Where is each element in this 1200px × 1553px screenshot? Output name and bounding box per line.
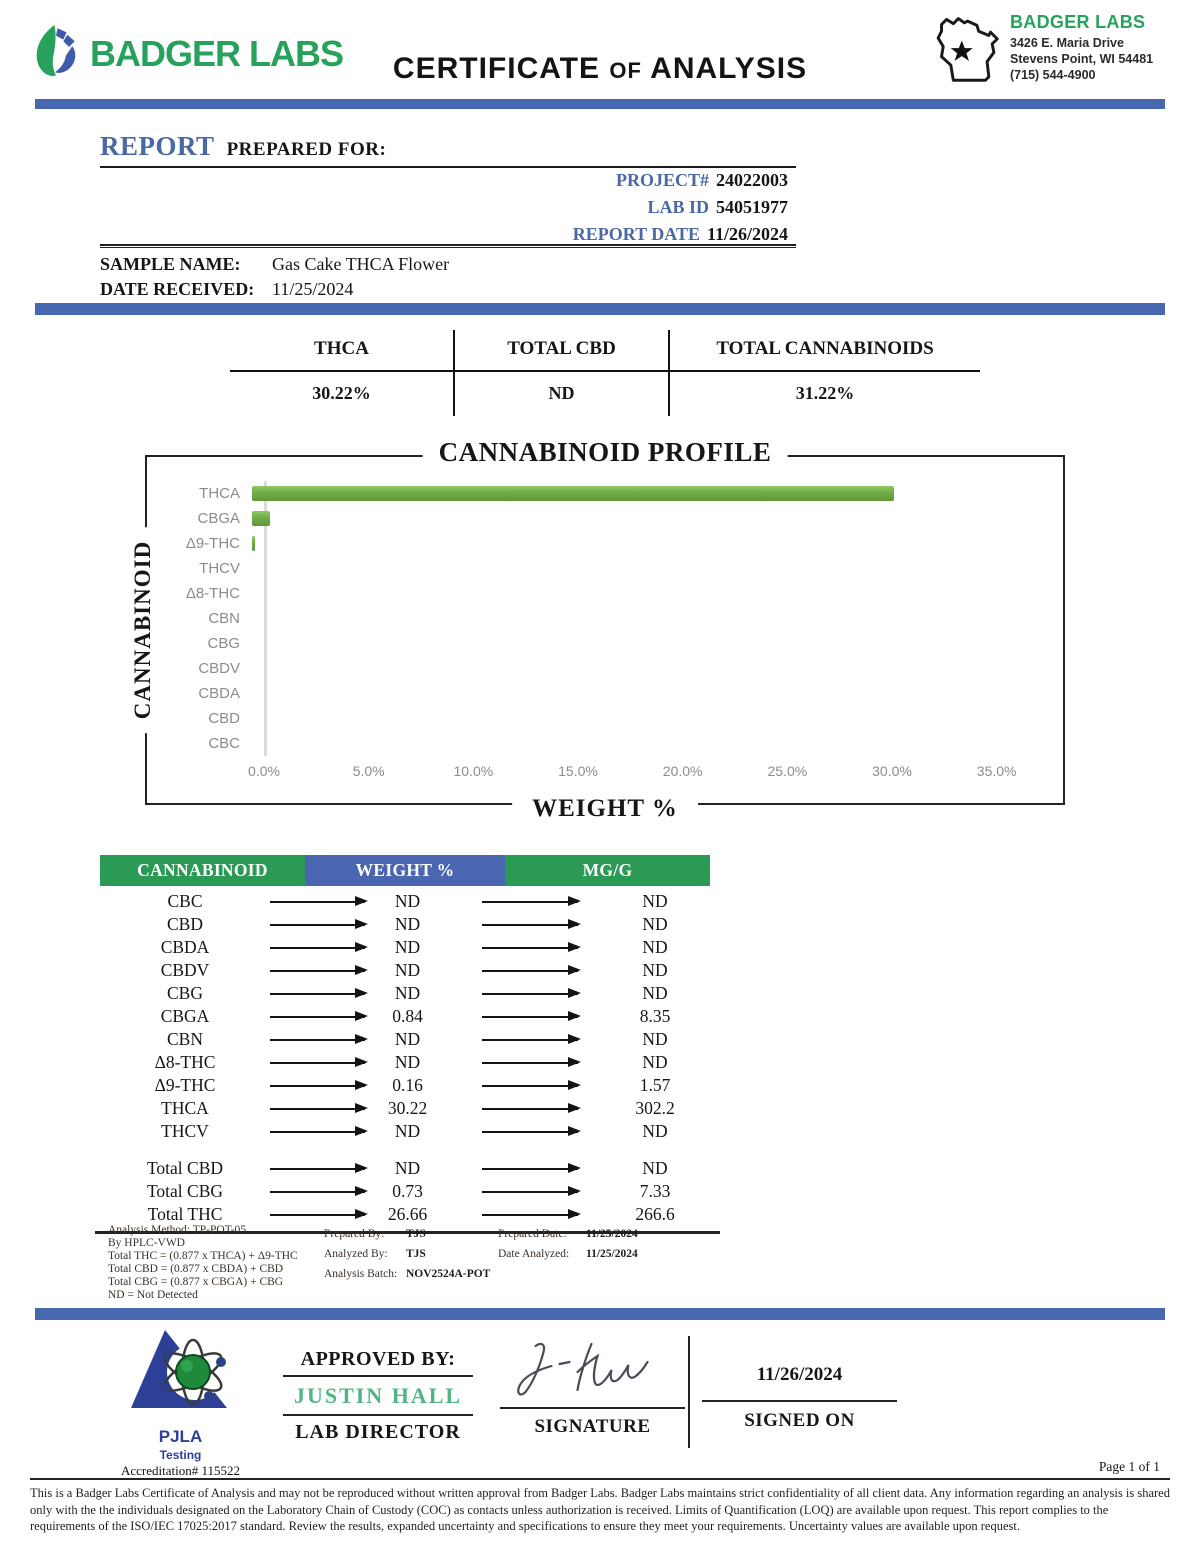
table-cell-name: CBDV bbox=[160, 960, 210, 980]
summary-col-value: 31.22% bbox=[795, 383, 855, 403]
table-cell-weight: 26.66 bbox=[387, 1204, 428, 1224]
table-cell-name: Total THC bbox=[147, 1204, 223, 1224]
chart-category-label: THCA bbox=[199, 485, 240, 502]
divider-bar-top bbox=[35, 99, 1165, 109]
arrow-icon bbox=[482, 924, 578, 926]
table-cell-mgg: ND bbox=[642, 914, 668, 934]
arrow-icon bbox=[270, 1085, 365, 1087]
arrow-icon bbox=[482, 1108, 578, 1110]
leaf-claw-icon bbox=[30, 20, 82, 87]
analysis-batch-value: NOV2524A-POT bbox=[406, 1268, 491, 1280]
arrow-icon bbox=[270, 970, 365, 972]
preparation-notes bbox=[324, 1224, 676, 1302]
chart-title: CANNABINOID PROFILE bbox=[423, 437, 788, 468]
table-cell-name: THCA bbox=[161, 1098, 209, 1118]
arrow-cell bbox=[450, 970, 610, 972]
chart-row bbox=[157, 481, 1049, 506]
chart-tick-label: 35.0% bbox=[976, 763, 1017, 779]
chart-bar-area bbox=[252, 556, 1049, 581]
table-row bbox=[100, 1074, 710, 1097]
arrow-icon bbox=[270, 1108, 365, 1110]
analyzed-by-value: TJS bbox=[406, 1248, 426, 1260]
table-row bbox=[100, 982, 710, 1005]
table-cell-name: CBG bbox=[167, 983, 203, 1003]
arrow-cell bbox=[270, 924, 365, 926]
lab-contact-block bbox=[928, 12, 1153, 91]
chart-bar bbox=[252, 536, 255, 551]
arrow-icon bbox=[482, 947, 578, 949]
sample-name-row: SAMPLE NAME: Gas Cake THCA Flower bbox=[100, 254, 450, 274]
project-number-row: PROJECT# 24022003 bbox=[615, 170, 788, 190]
logo-wordmark: BADGER LABS bbox=[90, 32, 344, 74]
arrow-cell bbox=[450, 1131, 610, 1133]
table-cell-weight: 0.16 bbox=[392, 1075, 423, 1095]
chart-row bbox=[157, 581, 1049, 606]
prepared-date-label: Prepared Date: bbox=[498, 1228, 567, 1240]
chart-bar-area bbox=[252, 481, 1049, 506]
table-cell-weight: 0.84 bbox=[392, 1006, 423, 1026]
pjla-accreditation-number: Accreditation# 115522 bbox=[120, 1463, 240, 1478]
report-prepared-for-heading: REPORT PREPARED FOR: bbox=[100, 131, 796, 168]
table-cell-name: THCV bbox=[161, 1121, 209, 1141]
page-number: Page 1 of 1 bbox=[1098, 1459, 1160, 1474]
chart-x-axis-label: WEIGHT % bbox=[512, 795, 698, 823]
signed-on-date: 11/26/2024 bbox=[756, 1364, 843, 1385]
table-cell-mgg: 7.33 bbox=[639, 1181, 671, 1201]
table-cell-weight: ND bbox=[394, 1029, 421, 1049]
table-row bbox=[100, 1120, 710, 1143]
sample-info bbox=[100, 252, 449, 302]
arrow-cell bbox=[450, 1191, 610, 1193]
divider-bar-bottom bbox=[35, 1308, 1165, 1320]
pjla-accreditation-block bbox=[103, 1326, 258, 1477]
arrow-cell bbox=[450, 1214, 610, 1216]
table-row bbox=[100, 890, 710, 913]
signed-on-label: SIGNED ON bbox=[744, 1410, 855, 1431]
chart-tick-label: 5.0% bbox=[352, 763, 385, 779]
table-cell-mgg: 1.57 bbox=[639, 1075, 671, 1095]
arrow-cell bbox=[270, 970, 365, 972]
summary-table bbox=[230, 330, 980, 416]
arrow-icon bbox=[482, 1085, 578, 1087]
chart-category-label: Δ9-THC bbox=[185, 535, 240, 552]
chart-x-ticks bbox=[248, 763, 1049, 783]
table-cell-name: CBN bbox=[167, 1029, 203, 1049]
arrow-icon bbox=[270, 1062, 365, 1064]
table-cell-weight: ND bbox=[394, 914, 421, 934]
signed-on-block bbox=[702, 1364, 897, 1432]
approver-title: LAB DIRECTOR bbox=[295, 1421, 461, 1443]
table-cell-weight: ND bbox=[394, 891, 421, 911]
arrow-cell bbox=[270, 1131, 365, 1133]
chart-plot-area bbox=[157, 481, 1049, 756]
chart-row bbox=[157, 631, 1049, 656]
table-cell-mgg: ND bbox=[642, 1121, 668, 1141]
lab-address: 3426 E. Maria Drive Stevens Point, WI 54481 (715) 544-4900 bbox=[1010, 36, 1154, 82]
table-cell-mgg: ND bbox=[642, 1052, 668, 1072]
analysis-batch-label: Analysis Batch: bbox=[324, 1268, 398, 1280]
chart-category-label: CBDA bbox=[198, 685, 240, 702]
table-cell-mgg: ND bbox=[642, 937, 668, 957]
prepared-date-value: 11/25/2024 bbox=[586, 1228, 638, 1240]
arrow-icon bbox=[482, 1168, 578, 1170]
table-row bbox=[100, 1028, 710, 1051]
arrow-icon bbox=[270, 1016, 365, 1018]
table-cell-mgg: ND bbox=[642, 983, 668, 1003]
table-cell-name: Total CBD bbox=[146, 1158, 224, 1178]
arrow-cell bbox=[450, 1108, 610, 1110]
chart-row bbox=[157, 606, 1049, 631]
results-table-header bbox=[100, 855, 710, 886]
arrow-icon bbox=[270, 1131, 365, 1133]
arrow-cell bbox=[270, 993, 365, 995]
column-header-cannabinoid: CANNABINOID bbox=[100, 855, 305, 886]
summary-col-value: ND bbox=[455, 372, 670, 416]
cannabinoid-profile-chart bbox=[130, 437, 1065, 822]
table-row bbox=[100, 1180, 710, 1203]
footer-divider bbox=[688, 1336, 690, 1448]
table-cell-weight: 0.73 bbox=[392, 1181, 423, 1201]
arrow-cell bbox=[270, 1191, 365, 1193]
arrow-icon bbox=[482, 970, 578, 972]
chart-row bbox=[157, 556, 1049, 581]
table-cell-name: CBDA bbox=[160, 937, 210, 957]
table-cell-weight: ND bbox=[394, 960, 421, 980]
double-rule bbox=[100, 244, 796, 248]
arrow-cell bbox=[450, 993, 610, 995]
table-cell-weight: ND bbox=[394, 937, 421, 957]
arrow-icon bbox=[482, 901, 578, 903]
arrow-icon bbox=[270, 947, 365, 949]
chart-row bbox=[157, 731, 1049, 756]
chart-bar bbox=[252, 486, 894, 501]
arrow-icon bbox=[270, 1168, 365, 1170]
badger-labs-logo bbox=[30, 20, 343, 87]
arrow-icon bbox=[482, 1131, 578, 1133]
table-cell-weight: 30.22 bbox=[387, 1098, 428, 1118]
summary-col-value: 30.22% bbox=[230, 372, 455, 416]
arrow-icon bbox=[270, 901, 365, 903]
chart-tick-label: 30.0% bbox=[872, 763, 912, 779]
date-received-row: DATE RECEIVED: 11/25/2024 bbox=[100, 279, 354, 299]
table-cell-weight: ND bbox=[394, 1121, 421, 1141]
table-cell-mgg: 302.2 bbox=[635, 1098, 675, 1118]
arrow-cell bbox=[270, 1168, 365, 1170]
arrow-icon bbox=[482, 1214, 578, 1216]
note-line: Analysis Method: TP-POT-05 bbox=[108, 1224, 247, 1236]
summary-col-label: THCA bbox=[230, 330, 455, 372]
arrow-cell bbox=[270, 901, 365, 903]
arrow-icon bbox=[270, 1214, 365, 1216]
arrow-icon bbox=[482, 993, 578, 995]
chart-tick-label: 0.0% bbox=[248, 763, 280, 779]
date-analyzed-value: 11/25/2024 bbox=[586, 1248, 638, 1260]
arrow-cell bbox=[450, 924, 610, 926]
arrow-icon bbox=[270, 1191, 365, 1193]
arrow-icon bbox=[270, 993, 365, 995]
table-cell-mgg: ND bbox=[642, 960, 668, 980]
table-row bbox=[100, 1203, 710, 1226]
divider-bar-mid bbox=[35, 303, 1165, 315]
chart-row bbox=[157, 706, 1049, 731]
table-cell-name: CBC bbox=[167, 891, 203, 911]
prepared-by-label: Prepared By: bbox=[324, 1228, 385, 1240]
arrow-cell bbox=[270, 947, 365, 949]
table-row bbox=[100, 959, 710, 982]
arrow-cell bbox=[270, 1085, 365, 1087]
arrow-icon bbox=[482, 1039, 578, 1041]
column-header-mgg: MG/G bbox=[505, 855, 710, 886]
results-table-body bbox=[100, 890, 710, 1143]
table-cell-name: CBGA bbox=[160, 1006, 210, 1026]
table-cell-mgg: ND bbox=[642, 1029, 668, 1049]
chart-bar-area bbox=[252, 731, 1049, 756]
chart-category-label: CBN bbox=[208, 610, 240, 627]
arrow-icon bbox=[482, 1016, 578, 1018]
chart-row bbox=[157, 506, 1049, 531]
analyzed-by-label: Analyzed By: bbox=[324, 1248, 388, 1260]
lab-id-row: LAB ID 54051977 bbox=[647, 197, 788, 217]
lab-name: BADGER LABS bbox=[1010, 12, 1146, 32]
disclaimer-text: This is a Badger Labs Certificate of Analysis and may not be reproduced without written approval from Badger Labs. Badger Labs maintains strict confidentiality of all client data. Any information regarding an analysis is shared only with the the individuals designated on the Laboratory Chain of Custody (COC) as contacts unless authorization is received. Limits of Quantification (LOQ) are available upon request. This report complies to the requirements of the ISO/IEC 17025:2017 standard. Review the results, expanded uncertainty and specifications to ensure they meet your requirements. Uncertainty values are available upon request. bbox=[30, 1478, 1170, 1535]
chart-row bbox=[157, 531, 1049, 556]
chart-bar-area bbox=[252, 506, 1049, 531]
results-table-totals bbox=[100, 1157, 710, 1226]
approved-by-block bbox=[283, 1348, 473, 1444]
wisconsin-state-icon bbox=[928, 12, 1004, 91]
prepared-by-value: TJS bbox=[406, 1228, 426, 1240]
table-cell-mgg: ND bbox=[642, 1158, 668, 1178]
summary-col-label: TOTAL CBD bbox=[455, 330, 670, 372]
table-cell-name: CBD bbox=[167, 914, 203, 934]
note-line: Total CBG = (0.877 x CBGA) + CBG bbox=[108, 1276, 284, 1288]
chart-tick-label: 20.0% bbox=[662, 763, 703, 779]
note-line: ND = Not Detected bbox=[108, 1289, 198, 1301]
chart-category-label: CBGA bbox=[197, 510, 240, 527]
signature-label: SIGNATURE bbox=[534, 1416, 651, 1437]
chart-category-label: CBG bbox=[207, 635, 240, 652]
arrow-icon bbox=[270, 1039, 365, 1041]
table-cell-name: Δ9-THC bbox=[154, 1075, 216, 1095]
arrow-icon bbox=[270, 924, 365, 926]
arrow-cell bbox=[270, 1108, 365, 1110]
arrow-cell bbox=[270, 1039, 365, 1041]
report-meta bbox=[420, 167, 788, 248]
column-header-weight: WEIGHT % bbox=[305, 855, 505, 886]
arrow-cell bbox=[270, 1016, 365, 1018]
arrow-cell bbox=[450, 1016, 610, 1018]
note-line: Total THC = (0.877 x THCA) + Δ9-THC bbox=[108, 1250, 298, 1262]
table-cell-name: Δ8-THC bbox=[154, 1052, 216, 1072]
table-row bbox=[100, 1051, 710, 1074]
chart-tick-label: 25.0% bbox=[767, 763, 808, 779]
note-line: Total CBD = (0.877 x CBDA) + CBD bbox=[108, 1263, 284, 1275]
table-cell-mgg: ND bbox=[642, 891, 668, 911]
table-cell-name: Total CBG bbox=[146, 1181, 224, 1201]
arrow-icon bbox=[482, 1191, 578, 1193]
summary-col-label: TOTAL CANNABINOIDS bbox=[670, 330, 980, 372]
arrow-cell bbox=[450, 947, 610, 949]
chart-bar-area bbox=[252, 656, 1049, 681]
table-cell-mgg: 8.35 bbox=[639, 1006, 671, 1026]
analysis-notes bbox=[108, 1224, 676, 1302]
table-row bbox=[100, 1157, 710, 1180]
table-cell-mgg: 266.6 bbox=[635, 1204, 675, 1224]
table-row bbox=[100, 1005, 710, 1028]
table-cell-weight: ND bbox=[394, 1158, 421, 1178]
signature-block bbox=[500, 1336, 685, 1438]
table-row bbox=[100, 936, 710, 959]
signature-image bbox=[505, 1387, 680, 1404]
method-notes bbox=[108, 1224, 318, 1302]
chart-row bbox=[157, 681, 1049, 706]
pjla-name: PJLA bbox=[158, 1427, 203, 1446]
chart-category-label: CBC bbox=[208, 735, 240, 752]
chart-row bbox=[157, 656, 1049, 681]
arrow-cell bbox=[450, 1062, 610, 1064]
table-cell-weight: ND bbox=[394, 1052, 421, 1072]
table-row bbox=[100, 1097, 710, 1120]
arrow-cell bbox=[270, 1214, 365, 1216]
chart-bar-area bbox=[252, 681, 1049, 706]
approved-by-label: APPROVED BY: bbox=[283, 1348, 473, 1377]
arrow-cell bbox=[450, 901, 610, 903]
chart-category-label: CBD bbox=[208, 710, 240, 727]
table-cell-weight: ND bbox=[394, 983, 421, 1003]
table-row bbox=[100, 913, 710, 936]
chart-bar-area bbox=[252, 531, 1049, 556]
chart-y-axis-label: CANNABINOID bbox=[130, 527, 156, 733]
note-line: By HPLC-VWD bbox=[108, 1237, 185, 1249]
chart-bar bbox=[252, 511, 270, 526]
arrow-cell bbox=[450, 1168, 610, 1170]
chart-tick-label: 15.0% bbox=[558, 763, 598, 779]
arrow-cell bbox=[450, 1039, 610, 1041]
chart-category-label: THCV bbox=[199, 560, 240, 577]
chart-category-label: Δ8-THC bbox=[185, 585, 240, 602]
page-title: CERTIFICATE OF ANALYSIS bbox=[392, 52, 808, 85]
arrow-cell bbox=[270, 1062, 365, 1064]
results-table bbox=[100, 855, 710, 1234]
pjla-sub: Testing bbox=[159, 1448, 202, 1462]
chart-tick-label: 10.0% bbox=[453, 763, 494, 779]
approver-name: JUSTIN HALL bbox=[283, 1377, 473, 1416]
chart-bar-area bbox=[252, 706, 1049, 731]
chart-category-label: CBDV bbox=[198, 660, 240, 677]
arrow-icon bbox=[482, 1062, 578, 1064]
arrow-cell bbox=[450, 1085, 610, 1087]
chart-bar-area bbox=[252, 606, 1049, 631]
chart-bar-area bbox=[252, 631, 1049, 656]
pjla-logo-icon bbox=[117, 1409, 245, 1426]
report-date-row: REPORT DATE 11/26/2024 bbox=[572, 224, 788, 244]
chart-bar-area bbox=[252, 581, 1049, 606]
date-analyzed-label: Date Analyzed: bbox=[498, 1248, 570, 1260]
